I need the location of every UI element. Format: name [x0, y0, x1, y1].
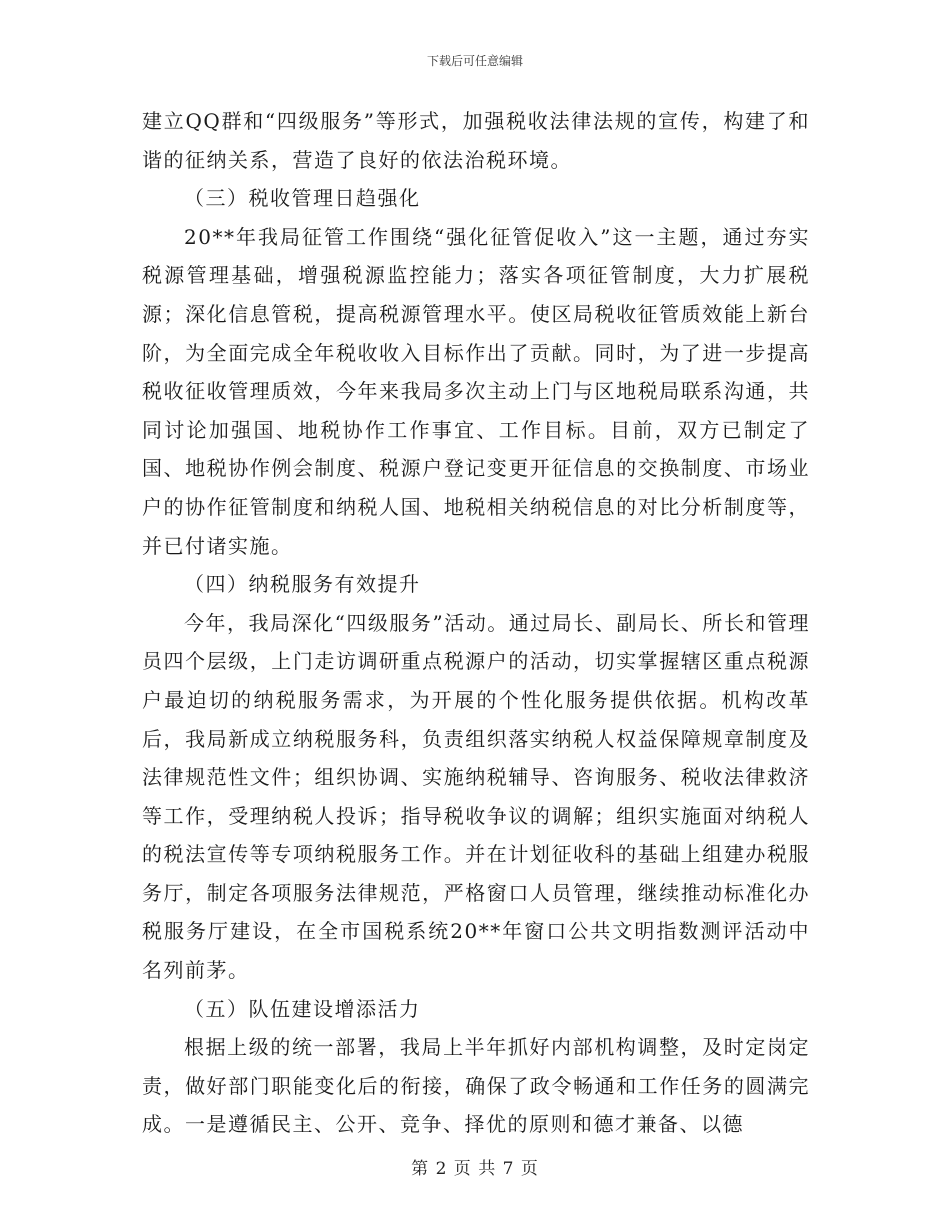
document-body: [142, 102, 810, 1144]
paragraph-tax-management: 20**年我局征管工作围绕“强化征管促收入”这一主题，通过夯实税源管理基础，增强税源监控能力；落实各项征管制度，大力扩展税源；深化信息管税，提高税源管理水平。使区局税收征管质效能上新台阶，为全面完成全年税收收入目标作出了贡献。同时，为了进一步提高税收征收管理质效，今年来我局多次主动上门与区地税局联系沟通，共同讨论加强国、地税协作工作事宜、工作目标。目前，双方已制定了国、地税协作例会制度、税源户登记变更开征信息的交换制度、市场业户的协作征管制度和纳税人国、地税相关纳税信息的对比分析制度等，并已付诸实施。: [142, 224, 810, 558]
page-footer: 第 2 页 共 7 页: [411, 1159, 539, 1179]
paragraph-team-building: 根据上级的统一部署，我局上半年抓好内部机构调整，及时定岗定责，做好部门职能变化后的衔接，确保了政令畅通和工作任务的圆满完成。一是遵循民主、公开、竞争、择优的原则和德才兼备、以德: [142, 1035, 810, 1137]
paragraph-continuation: 建立QQ群和“四级服务”等形式，加强税收法律法规的宣传，构建了和谐的征纳关系，营造了良好的依法治税环境。: [142, 109, 810, 172]
section-heading-3: （三）税收管理日趋强化: [184, 186, 421, 211]
section-heading-5: （五）队伍建设增添活力: [184, 996, 421, 1021]
section-heading-4: （四）纳税服务有效提升: [184, 572, 421, 597]
page-header: 下载后可任意编辑: [426, 54, 523, 68]
paragraph-tax-service: 今年，我局深化“四级服务”活动。通过局长、副局长、所长和管理员四个层级，上门走访调研重点税源户的活动，切实掌握辖区重点税源户最迫切的纳税服务需求，为开展的个性化服务提供依据。机构改革后，我局新成立纳税服务科，负责组织落实纳税人权益保障规章制度及法律规范性文件；组织协调、实施纳税辅导、咨询服务、税收法律救济等工作，受理纳税人投诉；指导税收争议的调解；组织实施面对纳税人的税法宣传等专项纳税服务工作。并在计划征收科的基础上组建办税服务厅，制定各项服务法律规范，严格窗口人员管理，继续推动标准化办税服务厅建设，在全市国税系统20**年窗口公共文明指数测评活动中名列前茅。: [142, 610, 810, 983]
